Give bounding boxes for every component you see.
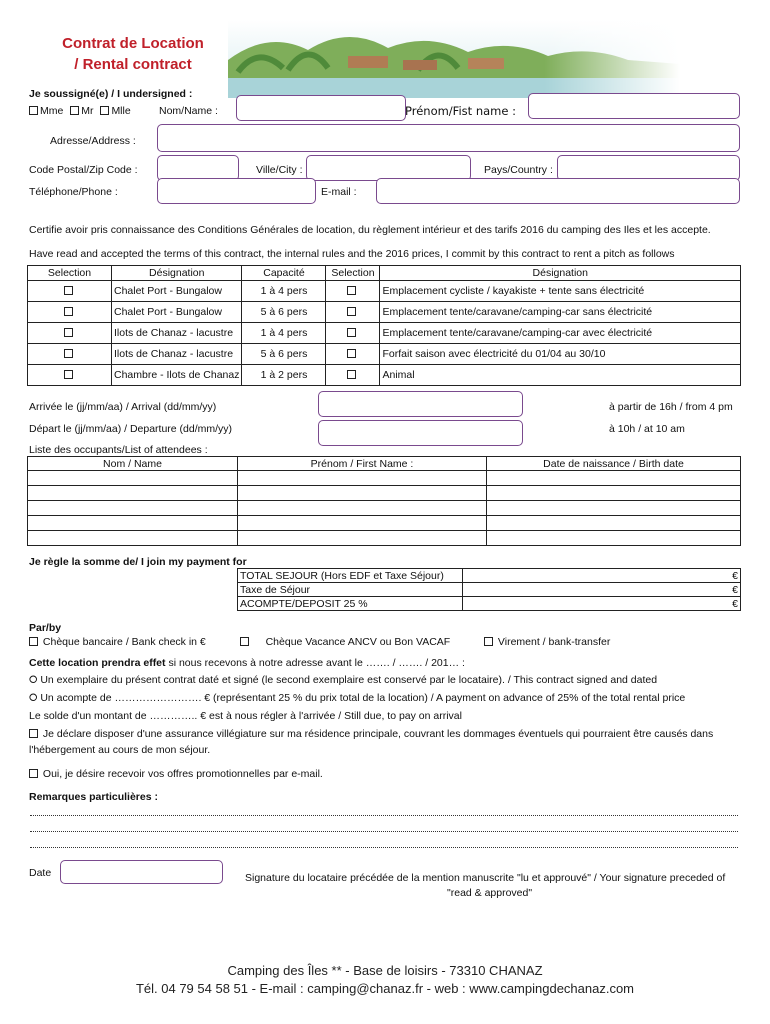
payment-amount[interactable]: € [463, 569, 741, 583]
col-birthdate: Date de naissance / Birth date [487, 457, 741, 471]
name-label: Nom/Name : [159, 105, 218, 117]
checkbox-row5-right[interactable] [347, 370, 356, 379]
address-label: Adresse/Address : [50, 135, 136, 147]
checkbox-insurance[interactable] [29, 729, 38, 738]
balance-line: Le solde d'un montant de ………….. € est à nous régler à l'arrivée / Still due, to pay on arrival [29, 710, 462, 722]
checkbox-row3-left[interactable] [64, 328, 73, 337]
col-designation-2: Désignation [380, 266, 741, 281]
bullet-icon: ⭘ [29, 692, 38, 704]
firstname-field[interactable] [528, 93, 740, 119]
signature-text-1: Signature du locataire précédée de la mention manuscrite "lu et approuvé" / Your signature preceded of [245, 872, 726, 884]
table-row [28, 486, 741, 501]
date-field[interactable] [60, 860, 223, 884]
attendees-title: Liste des occupants/List of attendees : [29, 444, 208, 456]
footer-address: Camping des Îles ** - Base de loisirs - 73310 CHANAZ [227, 963, 543, 978]
checkbox-row1-right[interactable] [347, 286, 356, 295]
checkbox-row3-right[interactable] [347, 328, 356, 337]
email-label: E-mail : [321, 186, 357, 198]
col-name: Nom / Name [28, 457, 238, 471]
title-line-2: / Rental contract [74, 56, 192, 73]
signature-text-2: "read & approved" [447, 887, 533, 899]
checkbox-ancv[interactable] [240, 637, 249, 646]
designation-cell: Animal [380, 365, 741, 386]
checkbox-mme[interactable] [29, 106, 38, 115]
table-row [28, 471, 741, 486]
table-row [28, 531, 741, 546]
address-field[interactable] [157, 124, 740, 152]
table-row [238, 569, 741, 583]
arrival-label: Arrivée le (jj/mm/aa) / Arrival (dd/mm/yy) [29, 401, 217, 413]
departure-time: à 10h / at 10 am [609, 423, 685, 435]
checkbox-row4-right[interactable] [347, 349, 356, 358]
checkbox-row2-right[interactable] [347, 307, 356, 316]
designation-cell: Forfait saison avec électricité du 01/04 au 30/10 [380, 344, 741, 365]
capacity-cell: 1 à 4 pers [242, 281, 326, 302]
checkbox-mlle[interactable] [100, 106, 109, 115]
header-landscape-image [228, 20, 680, 98]
designation-cell: Emplacement tente/caravane/camping-car avec électricité [380, 323, 741, 344]
designation-cell: Ilots de Chanaz - lacustre [112, 344, 242, 365]
payment-amount[interactable]: € [463, 583, 741, 597]
checkbox-transfer[interactable] [484, 637, 493, 646]
phone-label: Téléphone/Phone : [29, 186, 118, 198]
insurance-line-1: Je déclare disposer d'une assurance villégiature sur ma résidence principale, couvrant les dommages éventuels qui pourraient être causés dans [29, 728, 713, 740]
payment-method-ancv: Chèque Vacance ANCV ou Bon VACAF [240, 636, 450, 648]
designation-cell: Chalet Port - Bungalow [112, 302, 242, 323]
condition-1: ⭘ Un exemplaire du présent contrat daté et signé (le second exemplaire est conservé par le locataire). / This contract signed and dated [29, 674, 658, 686]
table-row [28, 516, 741, 531]
bullet-icon: ⭘ [29, 674, 38, 686]
designation-cell: Emplacement tente/caravane/camping-car sans électricité [380, 302, 741, 323]
payment-label: TOTAL SEJOUR (Hors EDF et Taxe Séjour) [238, 569, 463, 583]
col-selection-1: Selection [28, 266, 112, 281]
departure-field[interactable] [318, 420, 523, 446]
col-capacity: Capacité [242, 266, 326, 281]
civility-options [29, 105, 131, 117]
table-row [28, 323, 741, 344]
page-title [38, 33, 228, 75]
remarks-line-1[interactable] [30, 815, 738, 816]
table-row [28, 501, 741, 516]
table-row [28, 344, 741, 365]
checkbox-row4-left[interactable] [64, 349, 73, 358]
undersigned-label: Je soussigné(e) / I undersigned : [29, 88, 193, 100]
label-mlle: Mlle [111, 105, 131, 117]
capacity-cell: 5 à 6 pers [242, 302, 326, 323]
checkbox-bank-check[interactable] [29, 637, 38, 646]
departure-label: Départ le (jj/mm/aa) / Departure (dd/mm/yy) [29, 423, 233, 435]
capacity-cell: 5 à 6 pers [242, 344, 326, 365]
table-row [28, 281, 741, 302]
checkbox-row1-left[interactable] [64, 286, 73, 295]
effect-line: Cette location prendra effet si nous recevons à notre adresse avant le ……. / ……. / 201… : [29, 657, 465, 669]
checkbox-row5-left[interactable] [64, 370, 73, 379]
table-row [238, 583, 741, 597]
col-selection-2: Selection [326, 266, 380, 281]
capacity-cell: 1 à 2 pers [242, 365, 326, 386]
payment-title: Je règle la somme de/ I join my payment for [29, 556, 247, 568]
parby-label: Par/by [29, 622, 62, 634]
designation-cell: Chambre - Ilots de Chanaz [112, 365, 242, 386]
payment-amount[interactable]: € [463, 597, 741, 611]
title-line-1: Contrat de Location [62, 35, 204, 52]
firstname-label: Prénom/Fist name : [405, 104, 516, 118]
footer-contact: Tél. 04 79 54 58 51 - E-mail : camping@chanaz.fr - web : www.campingdechanaz.com [135, 981, 635, 996]
zip-label: Code Postal/Zip Code : [29, 164, 138, 176]
checkbox-newsletter[interactable] [29, 769, 38, 778]
payment-label: ACOMPTE/DEPOSIT 25 % [238, 597, 463, 611]
city-label: Ville/City : [256, 164, 303, 176]
attendees-table [27, 456, 741, 546]
payment-table [237, 568, 741, 611]
col-firstname: Prénom / First Name : [238, 457, 487, 471]
rental-table [27, 265, 741, 386]
arrival-field[interactable] [318, 391, 523, 417]
designation-cell: Emplacement cycliste / kayakiste + tente sans électricité [380, 281, 741, 302]
certify-en: Have read and accepted the terms of this contract, the internal rules and the 2016 prices, I commit by this contract to rent a pitch as follows [29, 248, 675, 260]
remarks-line-3[interactable] [30, 847, 738, 848]
certify-fr: Certifie avoir pris connaissance des Conditions Générales de location, du règlement intérieur et des tarifs 2016 du camping des Iles et les accepte. [29, 224, 711, 236]
name-field[interactable] [236, 95, 406, 121]
remarks-line-2[interactable] [30, 831, 738, 832]
label-mr: Mr [81, 105, 94, 117]
country-label: Pays/Country : [484, 164, 553, 176]
table-row [28, 365, 741, 386]
condition-2: ⭘ Un acompte de ……………………. € (représentant 25 % du prix total de la location) / A payment on advance of 25% of the total rental price [29, 692, 686, 704]
payment-label: Taxe de Séjour [238, 583, 463, 597]
payment-method-check: Chèque bancaire / Bank check in € [29, 636, 206, 648]
newsletter-line: Oui, je désire recevoir vos offres promotionnelles par e-mail. [29, 768, 323, 780]
label-mme: Mme [40, 105, 64, 117]
checkbox-mr[interactable] [70, 106, 79, 115]
date-label: Date [29, 867, 52, 879]
arrival-time: à partir de 16h / from 4 pm [609, 401, 733, 413]
table-row [28, 302, 741, 323]
capacity-cell: 1 à 4 pers [242, 323, 326, 344]
email-field[interactable] [376, 178, 740, 204]
col-designation-1: Désignation [112, 266, 242, 281]
checkbox-row2-left[interactable] [64, 307, 73, 316]
table-row [238, 597, 741, 611]
phone-field[interactable] [157, 178, 316, 204]
insurance-line-2: l'hébergement au cours de mon séjour. [29, 744, 211, 756]
designation-cell: Chalet Port - Bungalow [112, 281, 242, 302]
remarks-label: Remarques particulières : [29, 791, 158, 803]
payment-method-transfer: Virement / bank-transfer [484, 636, 610, 648]
designation-cell: Ilots de Chanaz - lacustre [112, 323, 242, 344]
